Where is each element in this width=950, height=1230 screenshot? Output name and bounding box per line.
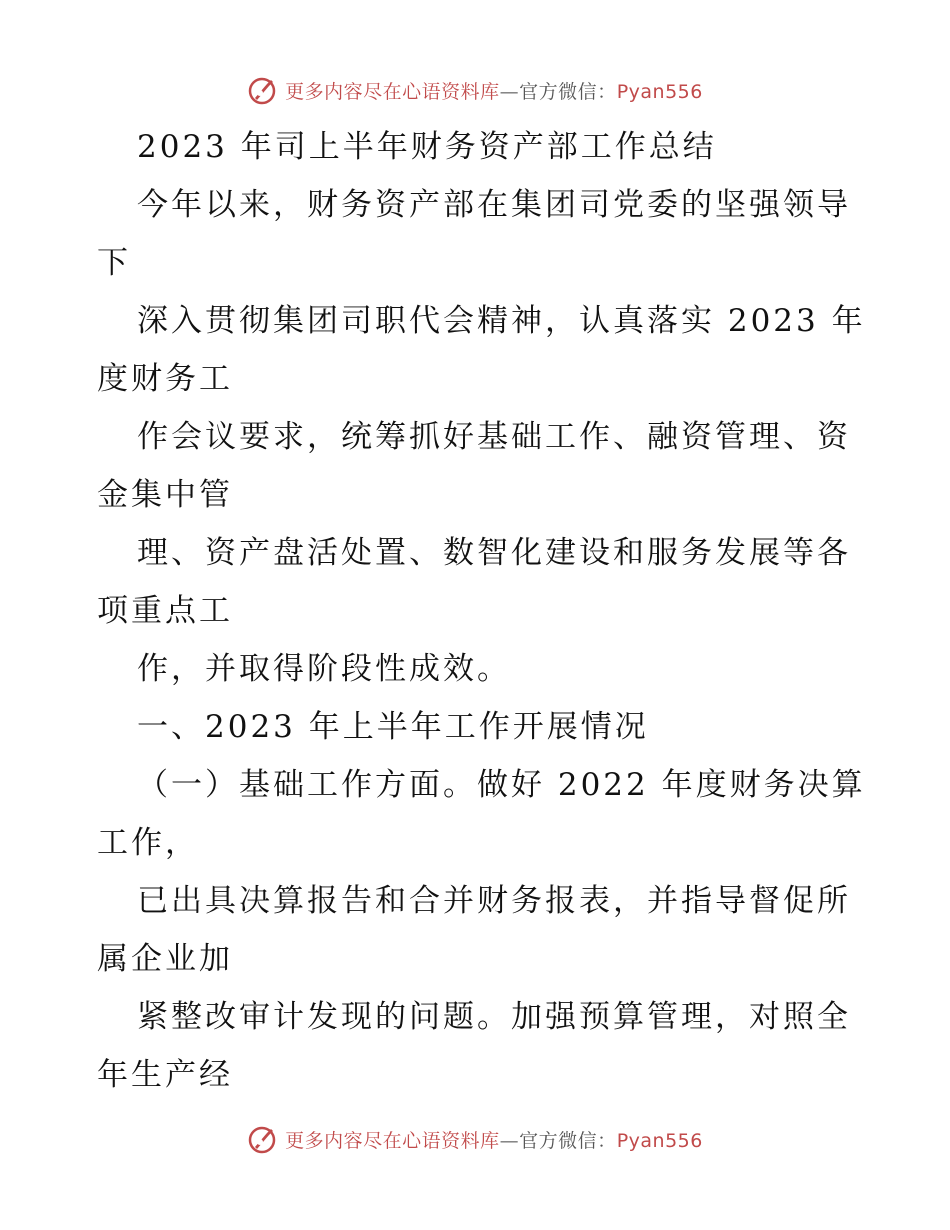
- watermark-part2: 官方微信：: [519, 80, 617, 103]
- watermark-header: [0, 73, 950, 107]
- paragraph-line: 年生产经: [97, 1057, 233, 1093]
- paragraph-line: 金集中管: [97, 477, 233, 513]
- paragraph-line: 作会议要求，统筹抓好基础工作、融资管理、资: [137, 419, 851, 455]
- section-heading: 一、2023 年上半年工作开展情况: [137, 709, 649, 745]
- pen-logo-icon: [247, 1123, 279, 1155]
- watermark-part1: 更多内容尽在心语资料库: [285, 1129, 500, 1152]
- watermark-part2: 官方微信：: [519, 1129, 617, 1152]
- watermark-footer: [0, 1122, 950, 1156]
- paragraph-line: 度财务工: [97, 361, 233, 397]
- paragraph-line: 已出具决算报告和合并财务报表，并指导督促所: [137, 883, 851, 919]
- paragraph-line: 工作，: [97, 825, 199, 861]
- pen-logo-icon: [247, 74, 279, 106]
- paragraph-line: 项重点工: [97, 593, 233, 629]
- document-title: 2023 年司上半年财务资产部工作总结: [137, 129, 717, 165]
- paragraph-line: 紧整改审计发现的问题。加强预算管理，对照全: [137, 999, 851, 1035]
- paragraph-line: 下: [97, 245, 131, 281]
- document-body: [97, 118, 866, 1104]
- paragraph-line: 今年以来，财务资产部在集团司党委的坚强领导: [137, 187, 851, 223]
- watermark-id: Pyan556: [616, 80, 703, 103]
- paragraph-line: 属企业加: [97, 941, 233, 977]
- watermark-sep: —: [499, 1129, 520, 1152]
- watermark-text: [285, 77, 703, 104]
- watermark-text: [285, 1126, 703, 1153]
- paragraph-line: 深入贯彻集团司职代会精神，认真落实 2023 年: [137, 303, 866, 339]
- paragraph-line: （一）基础工作方面。做好 2022 年度财务决算: [137, 767, 866, 803]
- paragraph-line: 理、资产盘活处置、数智化建设和服务发展等各: [137, 535, 851, 571]
- paragraph-line: 作，并取得阶段性成效。: [137, 651, 511, 687]
- watermark-part1: 更多内容尽在心语资料库: [285, 80, 500, 103]
- watermark-id: Pyan556: [616, 1129, 703, 1152]
- watermark-sep: —: [499, 80, 520, 103]
